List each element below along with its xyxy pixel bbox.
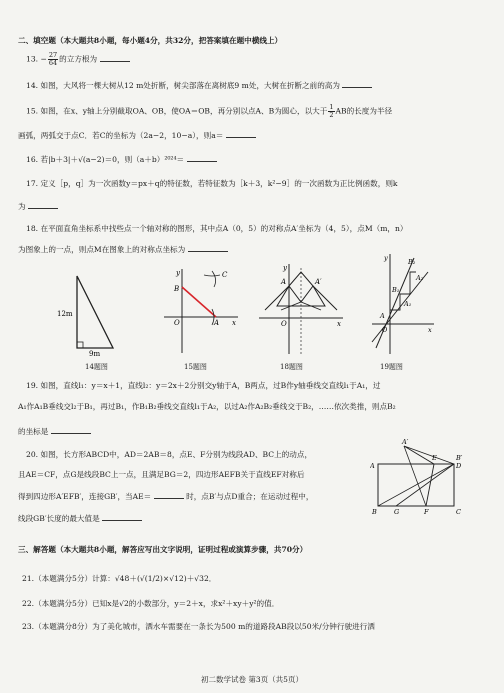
question-18-line2 [18,244,228,255]
fig14-caption: 14题图 [85,363,108,371]
page-footer: 初二数学试卷 第3页（共5页） [201,675,303,684]
q15-fraction-denominator: 2 [329,111,334,119]
fig15-segment-ab [182,287,216,317]
fig18-caption: 18题图 [280,363,303,371]
figure-15-construction [160,265,240,357]
fig20-label-d: D [456,462,462,470]
question-14 [26,80,372,91]
fig18-label-o: O [281,320,287,328]
figure-19-lines [368,252,438,358]
figure-18-symmetric [255,262,345,358]
fig15-label-y: y [176,269,180,277]
figure-20-rectangle [370,438,466,518]
q14-text: 14. 如图，大风将一棵大树从12 m处折断，树尖部落在离树底9 m处，大树在折断之前的高为 [26,81,340,90]
q19-answer-blank [51,426,91,434]
fig19-label-a: A [380,312,385,320]
fig20-line-a-prime-f [404,446,426,506]
fig14-right-angle [77,342,83,348]
q13-fraction-denominator: 64 [48,59,58,67]
fig15-arc-1 [212,271,216,287]
fig20-label-g: G [394,508,400,516]
fig15-caption: 15题图 [184,363,207,371]
question-19-line3 [18,426,91,437]
section-3-title: 三、解答题（本大题共8小题，解答应写出文字说明，证明过程或演算步骤，共70分） [18,545,308,554]
fig18-label-a: A [281,278,287,286]
q13-fraction [48,52,58,67]
fig19-label-a1: A₁ [404,300,412,308]
q16-text: 16. 若|b＋3|＋√(a−2)＝0，则（a＋b）²⁰²⁴＝ [26,155,185,164]
fig15-label-o: O [174,319,180,327]
question-18-line1: 18. 在平面直角坐标系中找些点一个轴对称的图形，其中点A（0，5）的对称点A′坐标为（4，5），点M（m，n） [26,224,408,233]
q13-number: 13. [26,54,39,64]
q15-answer-blank [226,130,256,138]
fig14-height-label: 12m [57,310,73,318]
q20-answer-blank-2 [102,513,142,521]
fig19-label-x: x [428,326,432,334]
fig20-line-ef [426,464,434,506]
question-16 [26,154,217,165]
fig20-label-f: F [424,508,429,516]
fig20-reflected-top [404,446,454,464]
q13-fraction-numerator: 27 [48,51,58,59]
fig20-label-b: B [372,508,377,516]
fig18-label-y: y [283,264,287,272]
question-19-line2: A₁作A₁B垂线交l₂于B₁，再过B₁，作B₁B₂垂线交直线l₁于A₂，以过A₂作A₂B₂垂线交于B₂，……依次类推，则点B₂ [18,402,396,411]
question-20-line1: 20. 如图，长方形ABCD中，AD＝2AB＝8，点E、F分别为线段AD、BC上的动点， [26,450,313,459]
q16-answer-blank [187,154,217,162]
q15-text-b: AB的长度为半径 [335,106,393,116]
q20-answer-blank-1 [154,491,184,499]
fig19-label-b1: B₁ [392,286,400,294]
q20-text-line4: 线段GB′长度的最大值是 [18,514,100,523]
q17-answer-blank [28,201,58,209]
fig15-label-c: C [222,271,228,279]
fig14-triangle [77,276,113,348]
q15-text-line2: 画弧，两弧交于点C．若C的坐标为（2a−2，10−a），则a＝ [18,131,224,140]
fig20-label-b-prime: B′ [456,454,463,462]
q15-fraction [328,104,334,119]
q13-answer-blank [100,54,130,62]
fig19-label-o: O [382,326,388,334]
fig15-label-b: B [174,285,180,293]
q18-answer-blank [188,244,228,252]
q19-text-line3: 的坐标是 [18,427,49,436]
section-2-title: 二、填空题（本大题共8小题，每小题4分，共32分，把答案填在题中横线上） [18,36,283,45]
fig19-label-y: y [384,254,388,262]
fig20-diagonal [378,464,454,506]
question-17-line1: 17. 定义［p，q］为一次函数y＝px＋q的特征数，若特征数为［k＋3，k²−9］的一次函数为正比例函数，则k [26,179,398,188]
q13-sign: − [40,54,47,64]
fig18-label-a-prime: A′ [315,278,322,286]
fig19-label-a2: A₂ [416,274,424,282]
question-15-line1 [26,104,392,119]
q18-text-line2: 为图象上的一点，则点M在图象上的对称点坐标为 [18,245,186,254]
fig20-label-e: E [432,454,437,462]
q20-text-line3a: 得到四边形A′EFB′，连接GB′，当AE＝ [18,492,152,501]
question-22: 22.（本题满分5分）已知x是√2的小数部分，y＝2＋x，求x²＋xy＋y²的值． [22,599,280,608]
question-13 [26,52,130,67]
fig20-label-c: C [456,508,461,516]
q15-fraction-numerator: 1 [329,103,334,111]
question-17-line2 [18,201,58,212]
q14-answer-blank [342,80,372,88]
question-19-line1: 19. 如图，直线l₁：y＝x＋1，直线l₂：y＝2x＋2分别交y轴于A，B两点，过B作y轴垂线交直线l₁于A₁，过 [26,381,381,390]
fig15-arc-2 [204,275,220,276]
fig14-base-label: 9m [89,350,101,358]
figure-14-tree [55,268,130,358]
question-20-line3 [18,491,313,502]
question-20-line2: 且AE＝CF，点G是线段BC上一点，且满足BG＝2，四边形AEFB关于直线EF对称后 [18,470,305,479]
question-20-line4 [18,513,142,524]
question-23: 23.（本题满分8分）为了美化城市，洒水车需要在一条长为500 m的道路段AB段以50米/分钟行驶进行洒 [22,622,375,631]
q17-text-line2: 为 [18,202,26,211]
fig19-caption: 19题图 [380,363,403,371]
q15-text-a: 15. 如图，在x、y轴上分别截取OA、OB，使OA＝OB，再分别以点A、B为圆心，以大于 [26,106,328,116]
fig15-label-a: A [214,319,220,327]
fig19-label-b2: B₂ [408,258,416,266]
fig20-label-a-prime: A′ [402,438,409,446]
fig18-label-x: x [337,320,341,328]
question-21: 21.（本题满分5分）计算：√48＋(√(1/2)×√12)＋√32． [22,574,217,583]
fig20-line-gb-prime [396,464,454,506]
q13-text: 的立方根为 [59,54,98,64]
q20-text-line3b: 时，点B′与点D重合；在运动过程中， [186,492,314,501]
question-15-line2 [18,130,256,141]
fig15-label-x: x [232,319,236,327]
fig20-label-a: A [370,462,375,470]
